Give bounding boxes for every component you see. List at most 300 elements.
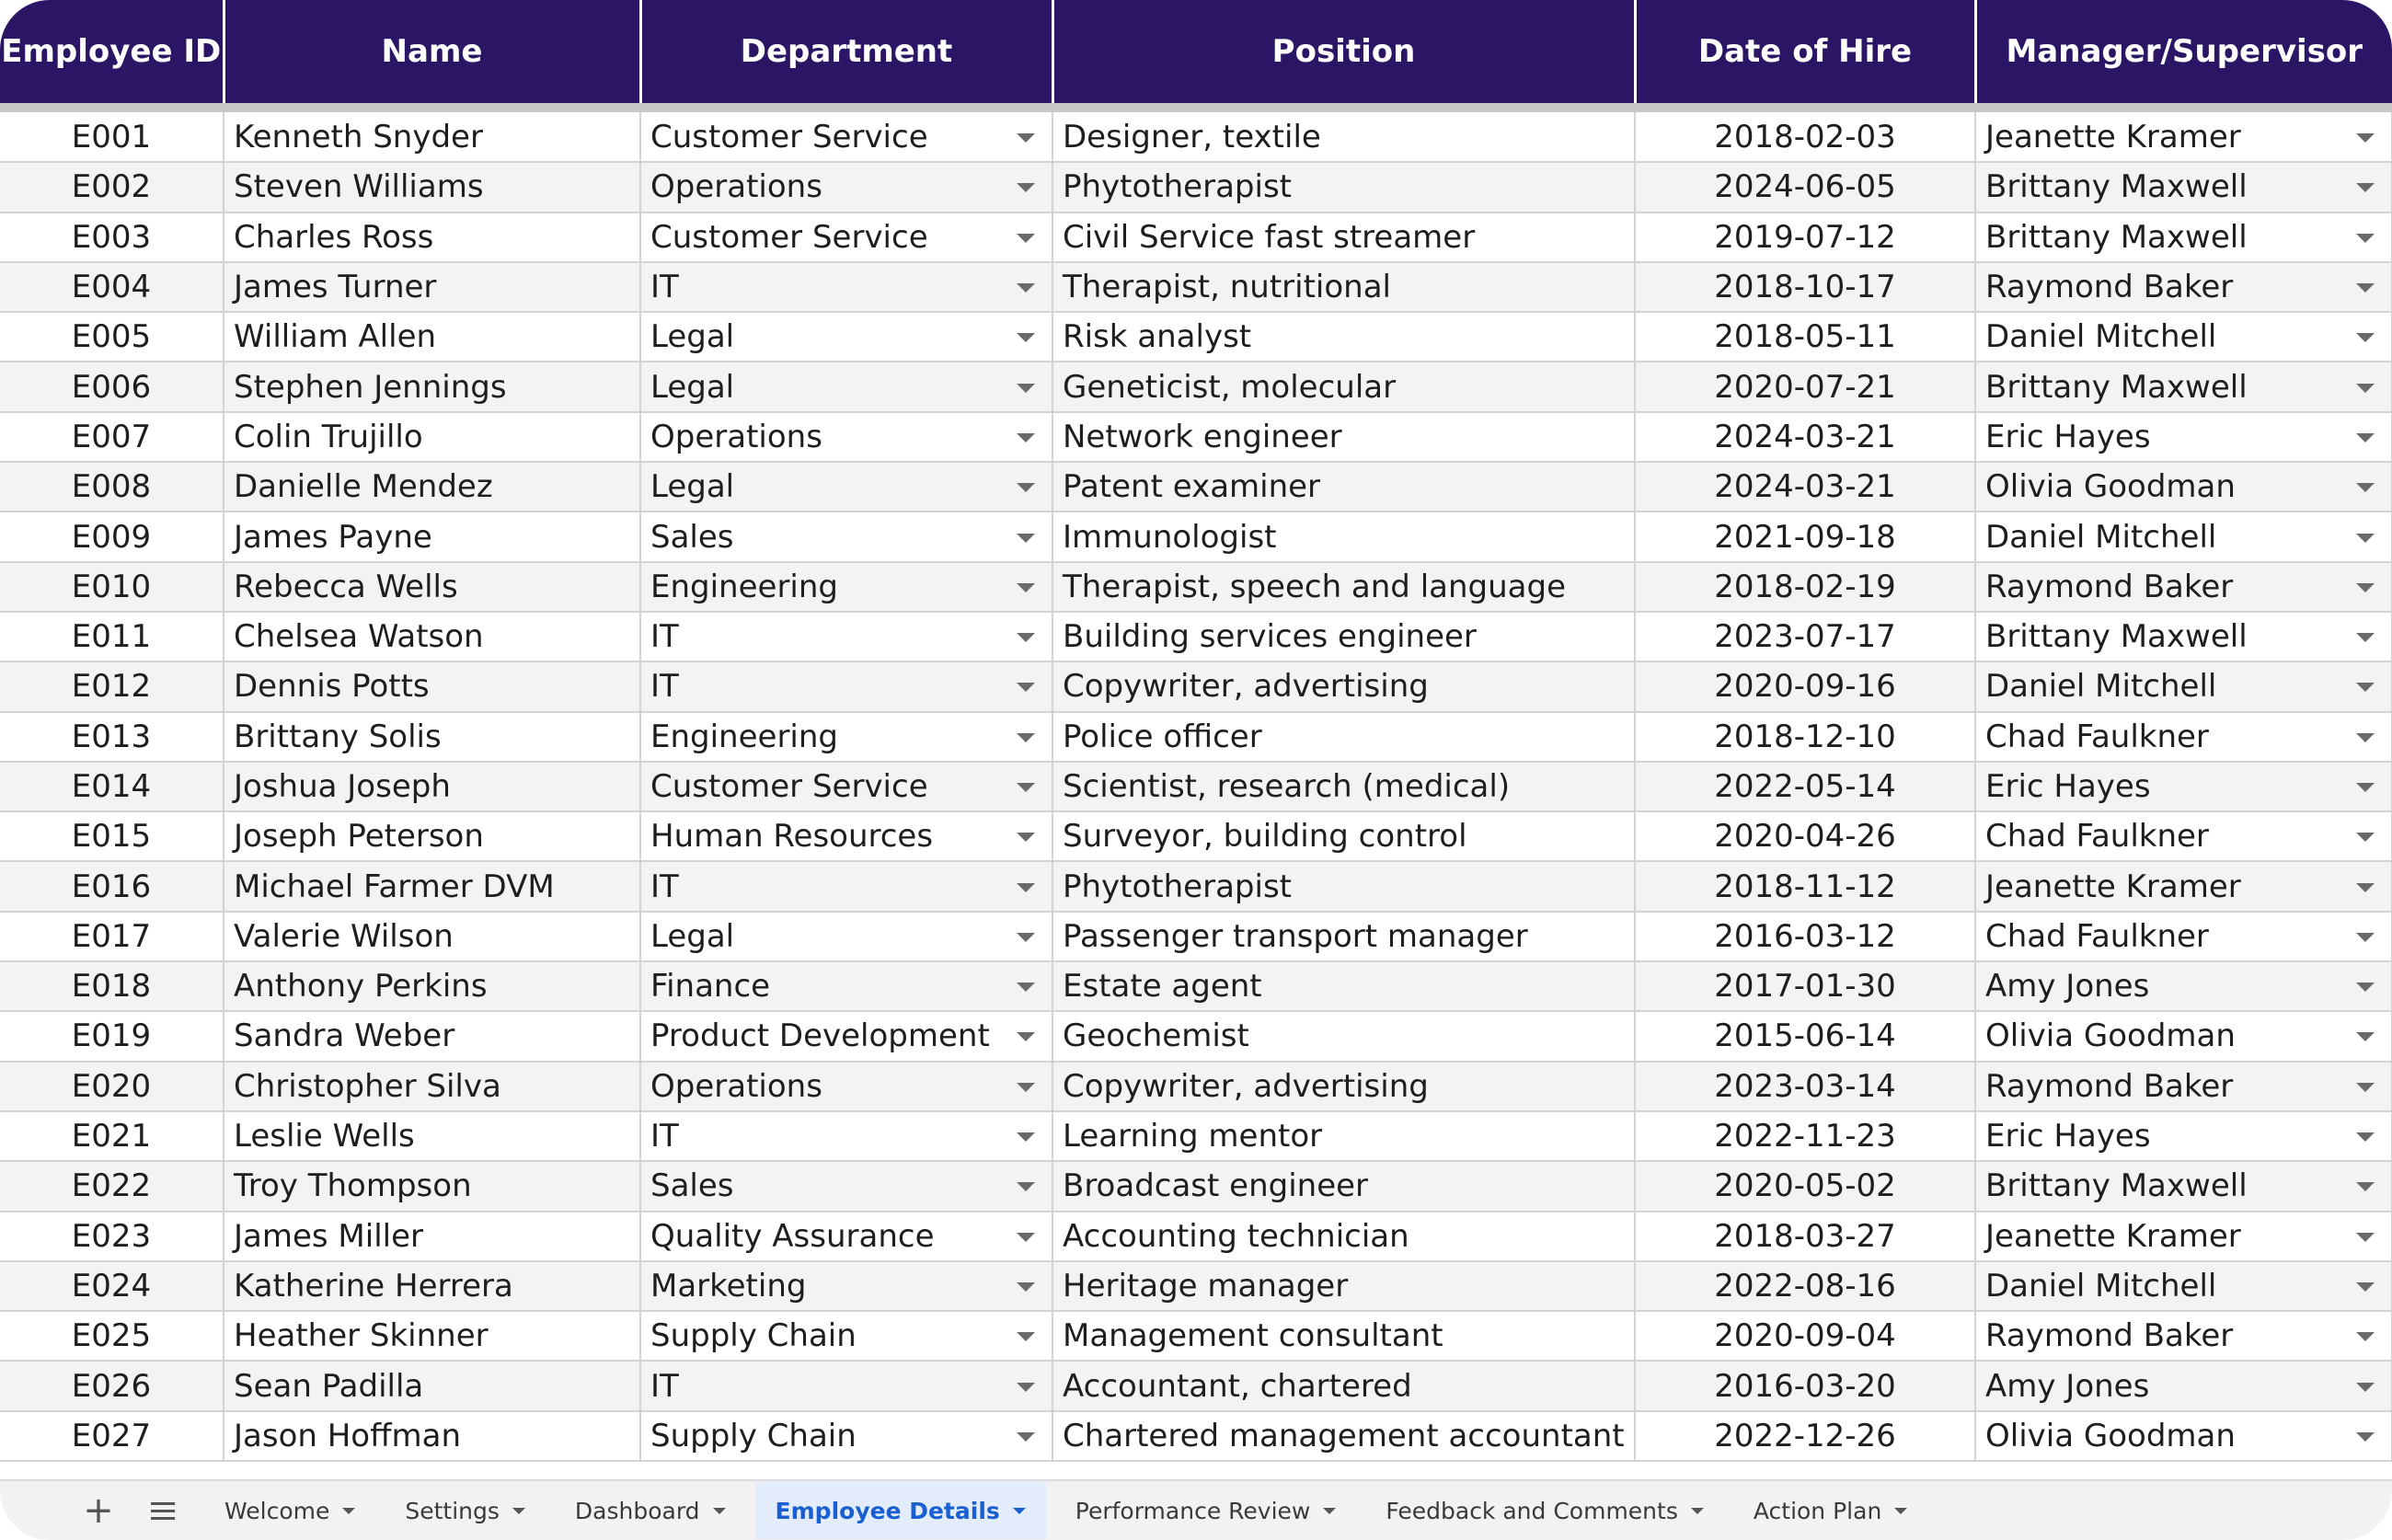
cell-department[interactable] [640, 412, 1052, 462]
cell-name[interactable] [224, 562, 640, 612]
cell-position[interactable] [1052, 213, 1635, 262]
cell-manager[interactable] [1975, 162, 2392, 212]
cell-department[interactable] [640, 762, 1052, 811]
chevron-down-icon[interactable] [1017, 183, 1035, 192]
cell-text: Copywriter, advertising [1063, 1067, 1429, 1105]
chevron-down-icon[interactable] [1017, 1083, 1035, 1092]
cell-text: E011 [71, 618, 152, 656]
chevron-down-icon[interactable] [1017, 983, 1035, 992]
chevron-down-icon[interactable] [2356, 1083, 2375, 1092]
table-row [0, 1062, 2392, 1111]
cell-position[interactable] [1052, 1261, 1635, 1311]
cell-text: E014 [71, 768, 152, 805]
cell-manager[interactable] [1975, 362, 2392, 411]
cell-position[interactable] [1052, 1011, 1635, 1061]
cell-manager[interactable] [1975, 712, 2392, 762]
cell-name[interactable] [224, 1411, 640, 1461]
cell-text: Customer Service [650, 218, 928, 256]
cell-manager[interactable] [1975, 1212, 2392, 1261]
cell-text: Olivia Goodman [1985, 1017, 2236, 1055]
cell-department[interactable] [640, 362, 1052, 411]
cell-name[interactable] [224, 1062, 640, 1111]
sheet-tabs [195, 1482, 1927, 1539]
cell-name[interactable] [224, 312, 640, 362]
cell-department[interactable] [640, 612, 1052, 661]
chevron-down-icon[interactable] [1017, 1432, 1035, 1442]
cell-employee-id[interactable] [0, 712, 224, 762]
cell-date-of-hire[interactable] [1635, 612, 1975, 661]
cell-date-of-hire[interactable] [1635, 412, 1975, 462]
cell-name[interactable] [224, 1111, 640, 1161]
cell-employee-id[interactable] [0, 961, 224, 1011]
chevron-down-icon[interactable] [1017, 1282, 1035, 1292]
chevron-down-icon[interactable] [342, 1508, 355, 1514]
cell-text: E024 [71, 1267, 152, 1304]
cell-employee-id[interactable] [0, 1212, 224, 1261]
cell-date-of-hire[interactable] [1635, 1261, 1975, 1311]
cell-text: Copywriter, advertising [1063, 668, 1429, 706]
cell-text: Surveyor, building control [1063, 818, 1467, 856]
cell-position[interactable] [1052, 612, 1635, 661]
cell-employee-id[interactable] [0, 1261, 224, 1311]
cell-position[interactable] [1052, 362, 1635, 411]
cell-date-of-hire[interactable] [1635, 762, 1975, 811]
cell-text: IT [650, 668, 679, 706]
cell-manager[interactable] [1975, 1361, 2392, 1410]
cell-name[interactable] [224, 412, 640, 462]
cell-manager[interactable] [1975, 861, 2392, 911]
chevron-down-icon[interactable] [2356, 1032, 2375, 1041]
chevron-down-icon[interactable] [2356, 1282, 2375, 1292]
chevron-down-icon[interactable] [1017, 1383, 1035, 1392]
cell-date-of-hire[interactable] [1635, 912, 1975, 961]
cell-name[interactable] [224, 762, 640, 811]
cell-text: E006 [71, 368, 152, 406]
cell-position[interactable] [1052, 712, 1635, 762]
cell-employee-id[interactable] [0, 1161, 224, 1211]
cell-date-of-hire[interactable] [1635, 462, 1975, 511]
cell-text: Daniel Mitchell [1985, 518, 2217, 556]
menu-icon[interactable] [131, 1482, 195, 1539]
cell-position[interactable] [1052, 262, 1635, 312]
table-row [0, 112, 2392, 162]
cell-text: E025 [71, 1317, 152, 1355]
chevron-down-icon[interactable] [1017, 283, 1035, 293]
cell-name[interactable] [224, 511, 640, 561]
cell-text: Patent examiner [1063, 468, 1321, 506]
tab-welcome[interactable] [204, 1482, 375, 1539]
cell-manager[interactable] [1975, 412, 2392, 462]
cell-department[interactable] [640, 511, 1052, 561]
cell-manager[interactable] [1975, 562, 2392, 612]
chevron-down-icon[interactable] [2356, 234, 2375, 243]
cell-manager[interactable] [1975, 912, 2392, 961]
tab-action-plan[interactable] [1733, 1482, 1927, 1539]
cell-text: Operations [650, 1067, 822, 1105]
cell-name[interactable] [224, 213, 640, 262]
cell-text: Joshua Joseph [234, 768, 451, 805]
cell-text: 2022-08-16 [1714, 1267, 1896, 1304]
cell-department[interactable] [640, 712, 1052, 762]
chevron-down-icon[interactable] [2356, 683, 2375, 692]
cell-text: E001 [71, 118, 152, 155]
cell-text: E013 [71, 718, 152, 755]
cell-employee-id[interactable] [0, 562, 224, 612]
header-manager-supervisor[interactable]: Manager/Supervisor [1975, 0, 2392, 103]
cell-manager[interactable] [1975, 762, 2392, 811]
chevron-down-icon[interactable] [2356, 633, 2375, 642]
cell-text: Police officer [1063, 718, 1262, 755]
cell-text: Eric Hayes [1985, 768, 2151, 805]
cell-department[interactable] [640, 312, 1052, 362]
chevron-down-icon[interactable] [1017, 1182, 1035, 1191]
cell-employee-id[interactable] [0, 661, 224, 711]
cell-department[interactable] [640, 162, 1052, 212]
cell-name[interactable] [224, 162, 640, 212]
cell-employee-id[interactable] [0, 1011, 224, 1061]
cell-employee-id[interactable] [0, 362, 224, 411]
cell-name[interactable] [224, 861, 640, 911]
cell-position[interactable] [1052, 1062, 1635, 1111]
header-row [0, 0, 2392, 103]
cell-date-of-hire[interactable] [1635, 1062, 1975, 1111]
cell-date-of-hire[interactable] [1635, 1011, 1975, 1061]
cell-department[interactable] [640, 861, 1052, 911]
chevron-down-icon[interactable] [2356, 1432, 2375, 1442]
cell-department[interactable] [640, 961, 1052, 1011]
cell-department[interactable] [640, 1161, 1052, 1211]
cell-department[interactable] [640, 462, 1052, 511]
cell-manager[interactable] [1975, 961, 2392, 1011]
header-date-of-hire[interactable]: Date of Hire [1635, 0, 1975, 103]
cell-position[interactable] [1052, 1111, 1635, 1161]
cell-date-of-hire[interactable] [1635, 112, 1975, 162]
cell-text: 2022-11-23 [1714, 1118, 1896, 1155]
cell-text: Colin Trujillo [234, 418, 423, 455]
cell-manager[interactable] [1975, 112, 2392, 162]
chevron-down-icon[interactable] [713, 1508, 726, 1514]
tab-employee-details[interactable] [755, 1482, 1046, 1539]
tab-settings[interactable] [385, 1482, 546, 1539]
cell-text: IT [650, 1118, 679, 1155]
cell-department[interactable] [640, 1111, 1052, 1161]
cell-text: 2017-01-30 [1714, 968, 1896, 1006]
cell-department[interactable] [640, 1062, 1052, 1111]
cell-position[interactable] [1052, 511, 1635, 561]
cell-date-of-hire[interactable] [1635, 861, 1975, 911]
cell-name[interactable] [224, 1361, 640, 1410]
chevron-down-icon[interactable] [2356, 1132, 2375, 1142]
cell-name[interactable] [224, 712, 640, 762]
cell-manager[interactable] [1975, 1261, 2392, 1311]
table-row [0, 1311, 2392, 1361]
cell-date-of-hire[interactable] [1635, 1161, 1975, 1211]
chevron-down-icon[interactable] [1017, 833, 1035, 842]
cell-department[interactable] [640, 1011, 1052, 1061]
chevron-down-icon[interactable] [2356, 983, 2375, 992]
cell-text: James Miller [234, 1217, 423, 1255]
chevron-down-icon[interactable] [1691, 1508, 1704, 1514]
chevron-down-icon[interactable] [2356, 384, 2375, 393]
cell-employee-id[interactable] [0, 1111, 224, 1161]
cell-text: Chad Faulkner [1985, 818, 2209, 856]
chevron-down-icon[interactable] [1017, 583, 1035, 592]
cell-department[interactable] [640, 1411, 1052, 1461]
cell-position[interactable] [1052, 562, 1635, 612]
tab-dashboard[interactable] [555, 1482, 746, 1539]
chevron-down-icon[interactable] [1017, 1233, 1035, 1242]
cell-text: Passenger transport manager [1063, 917, 1528, 955]
cell-manager[interactable] [1975, 612, 2392, 661]
chevron-down-icon[interactable] [2356, 1332, 2375, 1341]
cell-text: Risk analyst [1063, 318, 1252, 356]
cell-date-of-hire[interactable] [1635, 1411, 1975, 1461]
chevron-down-icon[interactable] [1017, 483, 1035, 492]
chevron-down-icon[interactable] [1017, 683, 1035, 692]
cell-date-of-hire[interactable] [1635, 1111, 1975, 1161]
cell-name[interactable] [224, 1212, 640, 1261]
chevron-down-icon[interactable] [1017, 1332, 1035, 1341]
chevron-down-icon[interactable] [2356, 283, 2375, 293]
cell-employee-id[interactable] [0, 912, 224, 961]
table-row [0, 1011, 2392, 1061]
cell-text: E007 [71, 418, 152, 455]
chevron-down-icon[interactable] [1017, 333, 1035, 342]
cell-manager[interactable] [1975, 661, 2392, 711]
chevron-down-icon[interactable] [1323, 1508, 1336, 1514]
cell-date-of-hire[interactable] [1635, 712, 1975, 762]
cell-name[interactable] [224, 1261, 640, 1311]
header-name[interactable]: Name [224, 0, 640, 103]
cell-employee-id[interactable] [0, 412, 224, 462]
chevron-down-icon[interactable] [2356, 733, 2375, 742]
cell-employee-id[interactable] [0, 811, 224, 861]
chevron-down-icon[interactable] [1017, 633, 1035, 642]
header-employee-id[interactable]: Employee ID [0, 0, 224, 103]
cell-position[interactable] [1052, 1161, 1635, 1211]
cell-date-of-hire[interactable] [1635, 162, 1975, 212]
cell-department[interactable] [640, 562, 1052, 612]
chevron-down-icon[interactable] [2356, 883, 2375, 892]
cell-date-of-hire[interactable] [1635, 312, 1975, 362]
tab-label: Feedback and Comments [1386, 1497, 1678, 1524]
cell-date-of-hire[interactable] [1635, 811, 1975, 861]
cell-position[interactable] [1052, 312, 1635, 362]
chevron-down-icon[interactable] [2356, 1233, 2375, 1242]
table-row [0, 811, 2392, 861]
cell-department[interactable] [640, 1261, 1052, 1311]
cell-text: Management consultant [1063, 1317, 1443, 1355]
cell-position[interactable] [1052, 462, 1635, 511]
cell-text: Marketing [650, 1267, 807, 1304]
cell-name[interactable] [224, 661, 640, 711]
cell-position[interactable] [1052, 1212, 1635, 1261]
cell-text: Quality Assurance [650, 1217, 935, 1255]
cell-employee-id[interactable] [0, 1361, 224, 1410]
chevron-down-icon[interactable] [512, 1508, 525, 1514]
cell-text: Human Resources [650, 818, 934, 856]
cell-department[interactable] [640, 213, 1052, 262]
cell-manager[interactable] [1975, 262, 2392, 312]
cell-manager[interactable] [1975, 1311, 2392, 1361]
table-row [0, 762, 2392, 811]
cell-text: 2018-02-03 [1714, 118, 1896, 155]
cell-manager[interactable] [1975, 312, 2392, 362]
table-row [0, 912, 2392, 961]
chevron-down-icon[interactable] [1017, 933, 1035, 942]
cell-position[interactable] [1052, 112, 1635, 162]
cell-position[interactable] [1052, 961, 1635, 1011]
cell-department[interactable] [640, 811, 1052, 861]
cell-text: E017 [71, 917, 152, 955]
cell-text: Charles Ross [234, 218, 434, 256]
chevron-down-icon[interactable] [1017, 783, 1035, 792]
cell-date-of-hire[interactable] [1635, 961, 1975, 1011]
cell-text: Supply Chain [650, 1317, 857, 1355]
tab-feedback-and-comments[interactable] [1365, 1482, 1724, 1539]
cell-name[interactable] [224, 811, 640, 861]
cell-employee-id[interactable] [0, 112, 224, 162]
chevron-down-icon[interactable] [2356, 333, 2375, 342]
chevron-down-icon[interactable] [2356, 1383, 2375, 1392]
cell-department[interactable] [640, 1311, 1052, 1361]
chevron-down-icon[interactable] [1017, 234, 1035, 243]
cell-employee-id[interactable] [0, 861, 224, 911]
chevron-down-icon[interactable] [2356, 534, 2375, 543]
chevron-down-icon[interactable] [2356, 433, 2375, 442]
cell-date-of-hire[interactable] [1635, 1361, 1975, 1410]
cell-position[interactable] [1052, 162, 1635, 212]
cell-text: Network engineer [1063, 418, 1342, 455]
cell-date-of-hire[interactable] [1635, 362, 1975, 411]
tab-performance-review[interactable] [1055, 1482, 1357, 1539]
cell-position[interactable] [1052, 412, 1635, 462]
cell-department[interactable] [640, 1212, 1052, 1261]
cell-name[interactable] [224, 912, 640, 961]
cell-date-of-hire[interactable] [1635, 511, 1975, 561]
cell-name[interactable] [224, 262, 640, 312]
cell-name[interactable] [224, 112, 640, 162]
chevron-down-icon[interactable] [1017, 1132, 1035, 1142]
cell-text: E015 [71, 818, 152, 856]
chevron-down-icon[interactable] [1017, 433, 1035, 442]
cell-manager[interactable] [1975, 1411, 2392, 1461]
cell-manager[interactable] [1975, 511, 2392, 561]
cell-department[interactable] [640, 1361, 1052, 1410]
cell-department[interactable] [640, 112, 1052, 162]
cell-date-of-hire[interactable] [1635, 213, 1975, 262]
chevron-down-icon[interactable] [2356, 183, 2375, 192]
chevron-down-icon[interactable] [1017, 1032, 1035, 1041]
cell-date-of-hire[interactable] [1635, 1212, 1975, 1261]
cell-name[interactable] [224, 1311, 640, 1361]
cell-text: Customer Service [650, 768, 928, 805]
tab-label: Settings [405, 1497, 500, 1524]
cell-manager[interactable] [1975, 1011, 2392, 1061]
cell-position[interactable] [1052, 762, 1635, 811]
cell-employee-id[interactable] [0, 612, 224, 661]
cell-position[interactable] [1052, 661, 1635, 711]
chevron-down-icon[interactable] [1017, 384, 1035, 393]
plus-icon[interactable]: + [83, 1489, 114, 1532]
cell-employee-id[interactable] [0, 1411, 224, 1461]
cell-name[interactable] [224, 1161, 640, 1211]
cell-position[interactable] [1052, 912, 1635, 961]
cell-manager[interactable] [1975, 1161, 2392, 1211]
chevron-down-icon[interactable] [2356, 583, 2375, 592]
header-department[interactable]: Department [640, 0, 1052, 103]
header-position[interactable]: Position [1052, 0, 1635, 103]
cell-date-of-hire[interactable] [1635, 661, 1975, 711]
chevron-down-icon[interactable] [1017, 883, 1035, 892]
cell-date-of-hire[interactable] [1635, 1311, 1975, 1361]
cell-manager[interactable] [1975, 213, 2392, 262]
cell-text: Olivia Goodman [1985, 1417, 2236, 1454]
chevron-down-icon[interactable] [1017, 534, 1035, 543]
cell-employee-id[interactable] [0, 511, 224, 561]
cell-name[interactable] [224, 961, 640, 1011]
chevron-down-icon[interactable] [1017, 733, 1035, 742]
cell-manager[interactable] [1975, 1111, 2392, 1161]
cell-position[interactable] [1052, 1311, 1635, 1361]
cell-position[interactable] [1052, 861, 1635, 911]
cell-name[interactable] [224, 1011, 640, 1061]
cell-text: Dennis Potts [234, 668, 430, 706]
cell-department[interactable] [640, 262, 1052, 312]
cell-manager[interactable] [1975, 1062, 2392, 1111]
cell-employee-id[interactable] [0, 262, 224, 312]
cell-manager[interactable] [1975, 462, 2392, 511]
cell-employee-id[interactable] [0, 1311, 224, 1361]
cell-employee-id[interactable] [0, 162, 224, 212]
cell-employee-id[interactable] [0, 1062, 224, 1111]
cell-employee-id[interactable] [0, 462, 224, 511]
cell-position[interactable] [1052, 811, 1635, 861]
chevron-down-icon[interactable] [2356, 833, 2375, 842]
cell-department[interactable] [640, 912, 1052, 961]
cell-text: Brittany Maxwell [1985, 168, 2248, 206]
cell-text: E016 [71, 868, 152, 905]
cell-text: 2019-07-12 [1714, 218, 1896, 256]
cell-employee-id[interactable] [0, 762, 224, 811]
cell-date-of-hire[interactable] [1635, 262, 1975, 312]
cell-name[interactable] [224, 462, 640, 511]
chevron-down-icon[interactable] [2356, 483, 2375, 492]
chevron-down-icon[interactable] [2356, 933, 2375, 942]
cell-employee-id[interactable] [0, 312, 224, 362]
cell-manager[interactable] [1975, 811, 2392, 861]
cell-name[interactable] [224, 362, 640, 411]
cell-text: Jason Hoffman [234, 1417, 462, 1454]
chevron-down-icon[interactable] [2356, 783, 2375, 792]
chevron-down-icon[interactable] [1894, 1508, 1907, 1514]
chevron-down-icon[interactable] [2356, 133, 2375, 143]
cell-text: Joseph Peterson [234, 818, 484, 856]
cell-employee-id[interactable] [0, 213, 224, 262]
cell-name[interactable] [224, 612, 640, 661]
chevron-down-icon[interactable] [1013, 1508, 1026, 1514]
cell-date-of-hire[interactable] [1635, 562, 1975, 612]
cell-position[interactable] [1052, 1361, 1635, 1410]
cell-text: Brittany Maxwell [1985, 618, 2248, 656]
cell-department[interactable] [640, 661, 1052, 711]
cell-text: Accountant, chartered [1063, 1367, 1412, 1405]
tab-label: Welcome [224, 1497, 330, 1524]
chevron-down-icon[interactable] [2356, 1182, 2375, 1191]
chevron-down-icon[interactable] [1017, 133, 1035, 143]
cell-position[interactable] [1052, 1411, 1635, 1461]
cell-text: Jeanette Kramer [1985, 868, 2241, 905]
